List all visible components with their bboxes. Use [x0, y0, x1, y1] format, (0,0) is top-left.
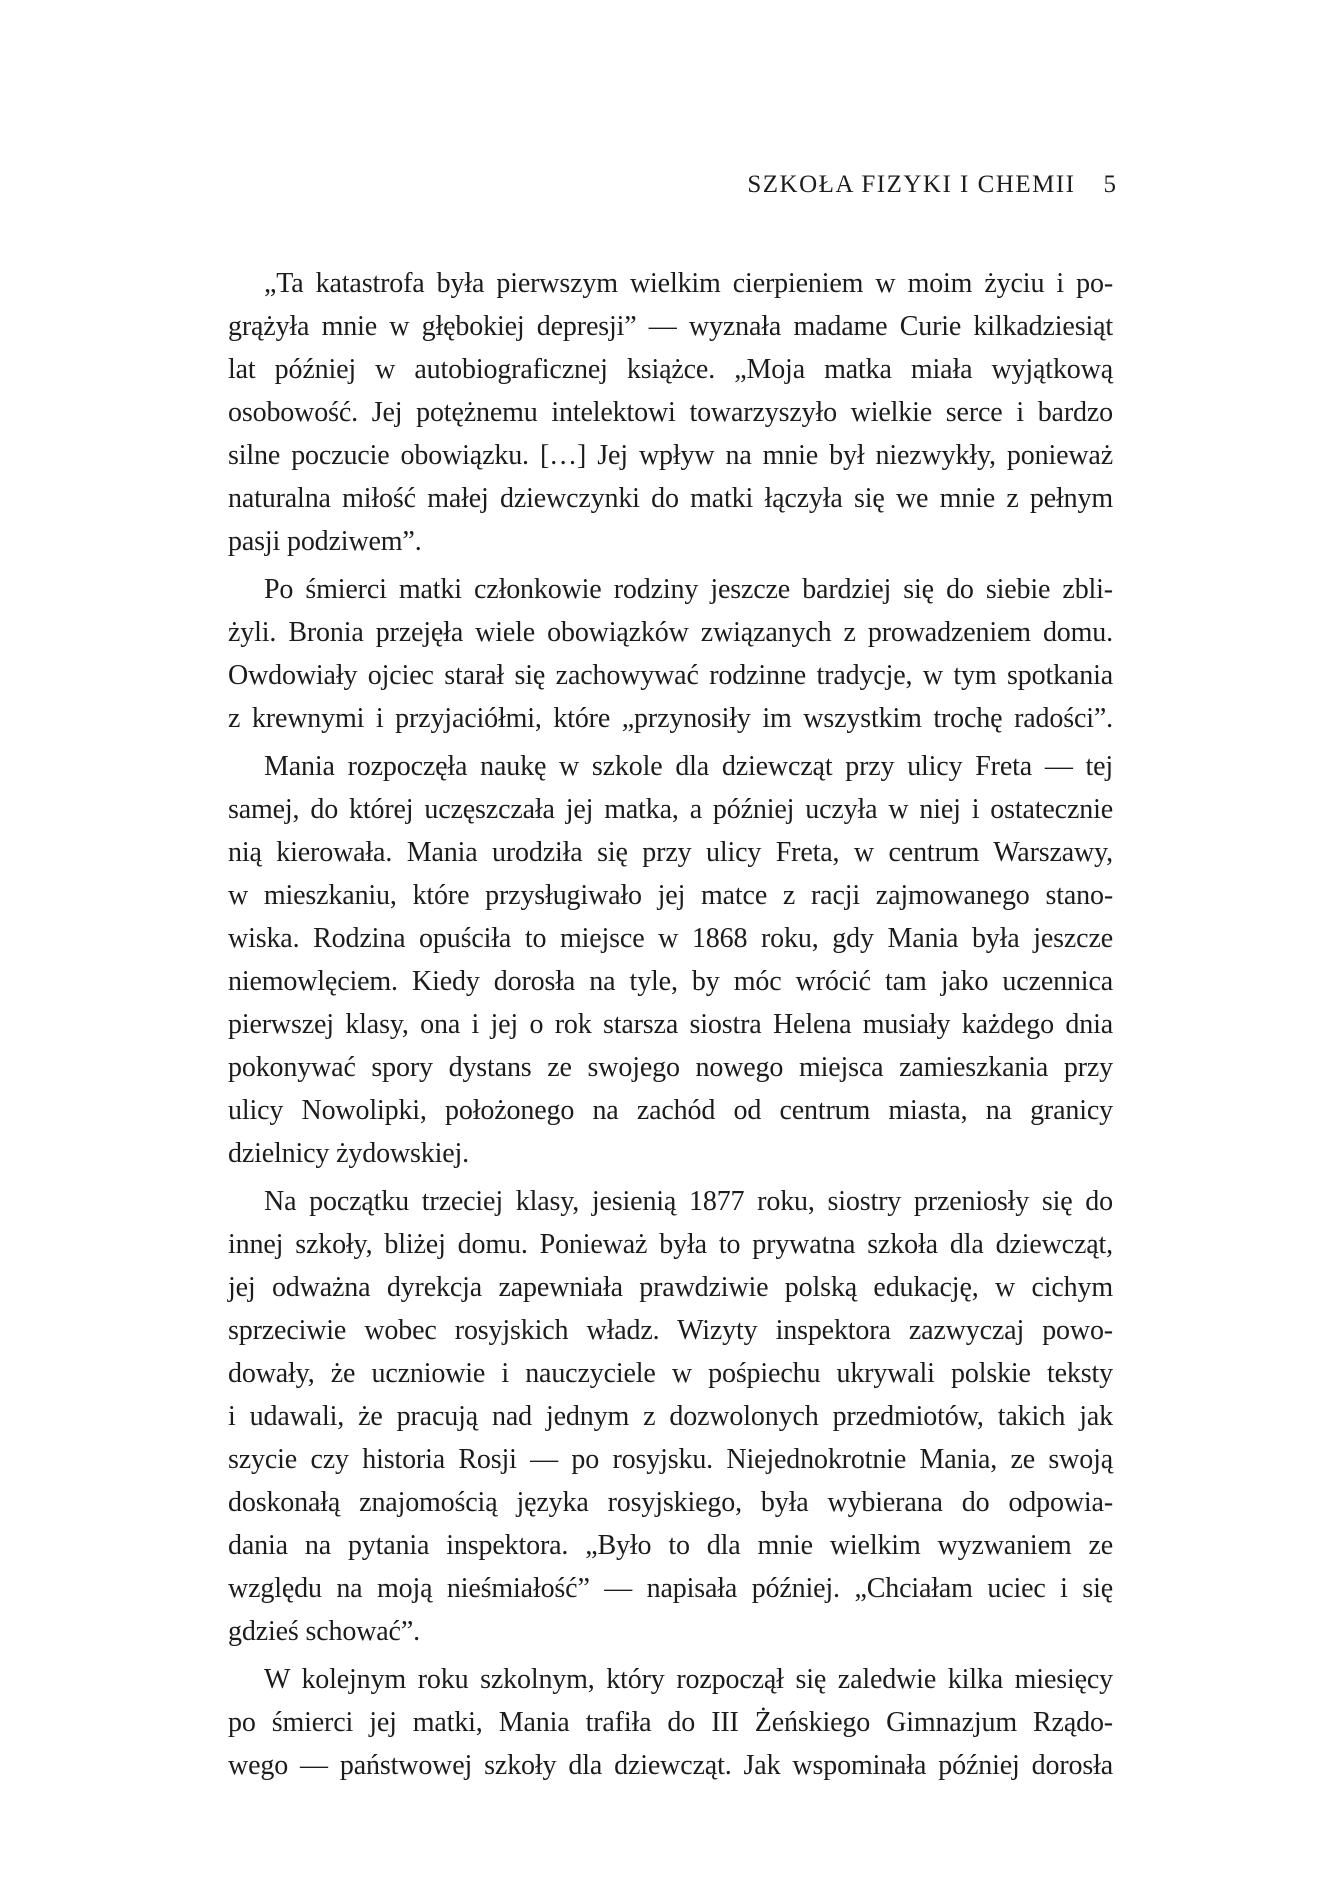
text-line: wego — państwowej szkoły dla dziewcząt. Jak wspominała później dorosła [228, 1750, 1113, 1781]
text-line: jej odważna dyrekcja zapewniała prawdziwie polską edukację, w cichym [228, 1272, 1113, 1303]
text-line: po śmierci jej matki, Mania trafiła do III Żeńskiego Gimnazjum Rządo- [228, 1707, 1113, 1738]
text-line: naturalna miłość małej dziewczynki do matki łączyła się we mnie z pełnym [228, 483, 1113, 514]
paragraph [228, 1658, 1113, 1787]
text-line: W kolejnym roku szkolnym, który rozpoczął się zaledwie kilka miesięcy [264, 1664, 1113, 1695]
text-line: szycie czy historia Rosji — po rosyjsku. Niejednokrotnie Mania, ze swoją [228, 1444, 1113, 1475]
text-line: z krewnymi i przyjaciółmi, które „przynosiły im wszystkim trochę radości”. [228, 703, 1113, 734]
text-line: grążyła mnie w głębokiej depresji” — wyznała madame Curie kilkadziesiąt [228, 311, 1113, 342]
text-line: dzielnicy żydowskiej. [228, 1138, 470, 1169]
text-line: silne poczucie obowiązku. […] Jej wpływ na mnie był niezwykły, ponieważ [228, 440, 1113, 471]
text-line: nią kierowała. Mania urodziła się przy ulicy Freta, w centrum Warszawy, [228, 837, 1113, 868]
text-line: doskonałą znajomością języka rosyjskiego, była wybierana do odpowia- [228, 1487, 1113, 1518]
text-line: Mania rozpoczęła naukę w szkole dla dziewcząt przy ulicy Freta — tej [264, 751, 1113, 782]
text-line: pasji podziwem”. [228, 526, 422, 557]
text-line: sprzeciwie wobec rosyjskich władz. Wizyty inspektora zazwyczaj powo- [228, 1315, 1113, 1346]
chapter-title: SZKOŁA FIZYKI I CHEMII [747, 171, 1076, 198]
text-line: samej, do której uczęszczała jej matka, a później uczyła w niej i ostatecznie [228, 794, 1113, 825]
text-line: niemowlęciem. Kiedy dorosła na tyle, by móc wrócić tam jako uczennica [228, 966, 1113, 997]
text-line: Po śmierci matki członkowie rodziny jeszcze bardziej się do siebie zbli- [264, 574, 1113, 605]
running-head [747, 172, 1116, 197]
paragraph [228, 568, 1113, 740]
text-line: wiska. Rodzina opuściła to miejsce w 1868 roku, gdy Mania była jeszcze [228, 923, 1113, 954]
text-line: „Ta katastrofa była pierwszym wielkim cierpieniem w moim życiu i po- [264, 268, 1113, 299]
text-line: i udawali, że pracują nad jednym z dozwolonych przedmiotów, takich jak [228, 1401, 1113, 1432]
body-text [228, 262, 1113, 1787]
text-line: dania na pytania inspektora. „Było to dla mnie wielkim wyzwaniem ze [228, 1530, 1113, 1561]
text-line: Owdowiały ojciec starał się zachowywać rodzinne tradycje, w tym spotkania [228, 660, 1113, 691]
text-line: pokonywać spory dystans ze swojego nowego miejsca zamieszkania przy [228, 1052, 1113, 1083]
text-line: pierwszej klasy, ona i jej o rok starsza siostra Helena musiały każdego dnia [228, 1009, 1113, 1040]
text-line: dowały, że uczniowie i nauczyciele w pośpiechu ukrywali polskie teksty [228, 1358, 1113, 1389]
text-line: względu na moją nieśmiałość” — napisała później. „Chciałam uciec i się [228, 1573, 1113, 1604]
text-line: w mieszkaniu, które przysługiwało jej matce z racji zajmowanego stano- [228, 880, 1113, 911]
paragraph [228, 262, 1113, 563]
paragraph [228, 1180, 1113, 1653]
text-line: lat później w autobiograficznej książce. „Moja matka miała wyjątkową [228, 354, 1113, 385]
text-line: gdzieś schować”. [228, 1616, 420, 1647]
paragraph [228, 745, 1113, 1175]
text-line: osobowość. Jej potężnemu intelektowi towarzyszyło wielkie serce i bardzo [228, 397, 1113, 428]
text-line: Na początku trzeciej klasy, jesienią 1877 roku, siostry przeniosły się do [264, 1186, 1113, 1217]
text-line: ulicy Nowolipki, położonego na zachód od centrum miasta, na granicy [228, 1095, 1113, 1126]
text-line: innej szkoły, bliżej domu. Ponieważ była to prywatna szkoła dla dziewcząt, [228, 1229, 1113, 1260]
text-line: żyli. Bronia przejęła wiele obowiązków związanych z prowadzeniem domu. [228, 617, 1113, 648]
page-number: 5 [1103, 171, 1116, 198]
